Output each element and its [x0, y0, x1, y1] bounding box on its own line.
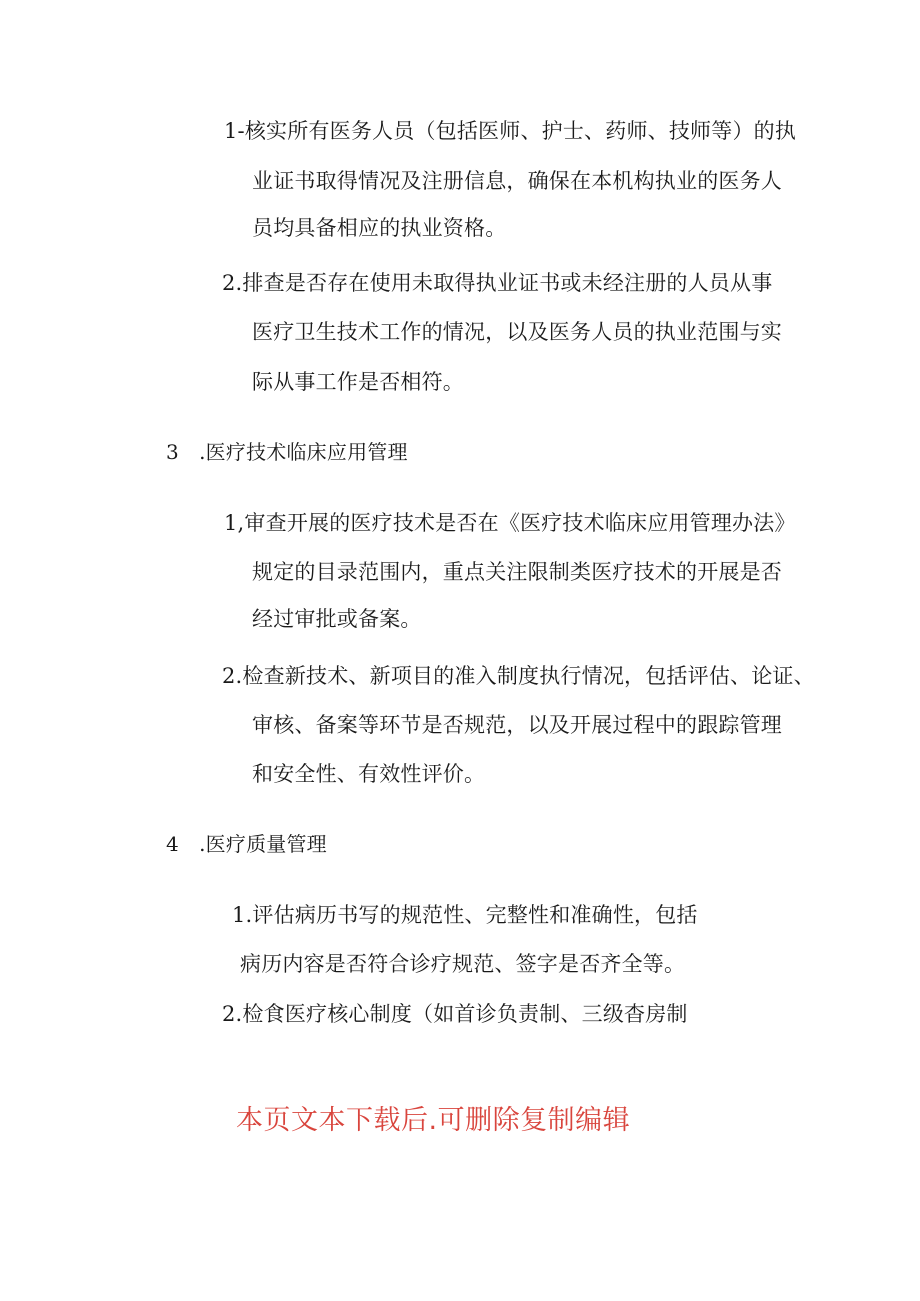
section-heading-3: 3 .医疗技术临床应用管理: [166, 440, 408, 464]
paragraph-3-line-1: 1,审查开展的医疗技术是否在《医疗技术临床应用管理办法》: [224, 511, 796, 535]
paragraph-5-line-1: 1.评估病历书写的规范性、完整性和准确性，包括: [232, 903, 698, 927]
paragraph-6-line-1: 2.检食医疗核心制度（如首诊负责制、三级杳房制: [222, 1002, 688, 1026]
paragraph-4-line-2: 审核、备案等环节是否规范，以及开展过程中的跟踪管理: [252, 713, 782, 737]
paragraph-2-line-3: 际从事工作是否相符。: [252, 370, 464, 394]
paragraph-3-line-3: 经过审批或备案。: [252, 607, 422, 631]
paragraph-1-line-1: 1-核实所有医务人员（包括医师、护士、药师、技师等）的执: [224, 119, 797, 143]
paragraph-3-line-2: 规定的目录范围内，重点关注限制类医疗技术的开展是否: [252, 560, 782, 584]
paragraph-1-line-3: 员均具备相应的执业资格。: [252, 216, 507, 240]
paragraph-1-line-2: 业证书取得情况及注册信息，确保在本机构执业的医务人: [252, 169, 782, 193]
section-heading-4: 4 .医疗质量管理: [166, 832, 327, 856]
paragraph-4-line-1: 2.检查新技术、新项目的准入制度执行情况，包括评估、论证、: [222, 664, 815, 688]
editable-notice: 本页文本下载后.可删除复制编辑: [236, 1105, 631, 1136]
paragraph-4-line-3: 和安全性、有效性评价。: [252, 762, 486, 786]
paragraph-2-line-2: 医疗卫生技术工作的情况，以及医务人员的执业范围与实: [252, 320, 782, 344]
paragraph-5-line-2: 病历内容是否符合诊疗规范、签字是否齐全等。: [240, 952, 686, 976]
paragraph-2-line-1: 2.排查是否存在使用未取得执业证书或未经注册的人员从事: [222, 271, 773, 295]
